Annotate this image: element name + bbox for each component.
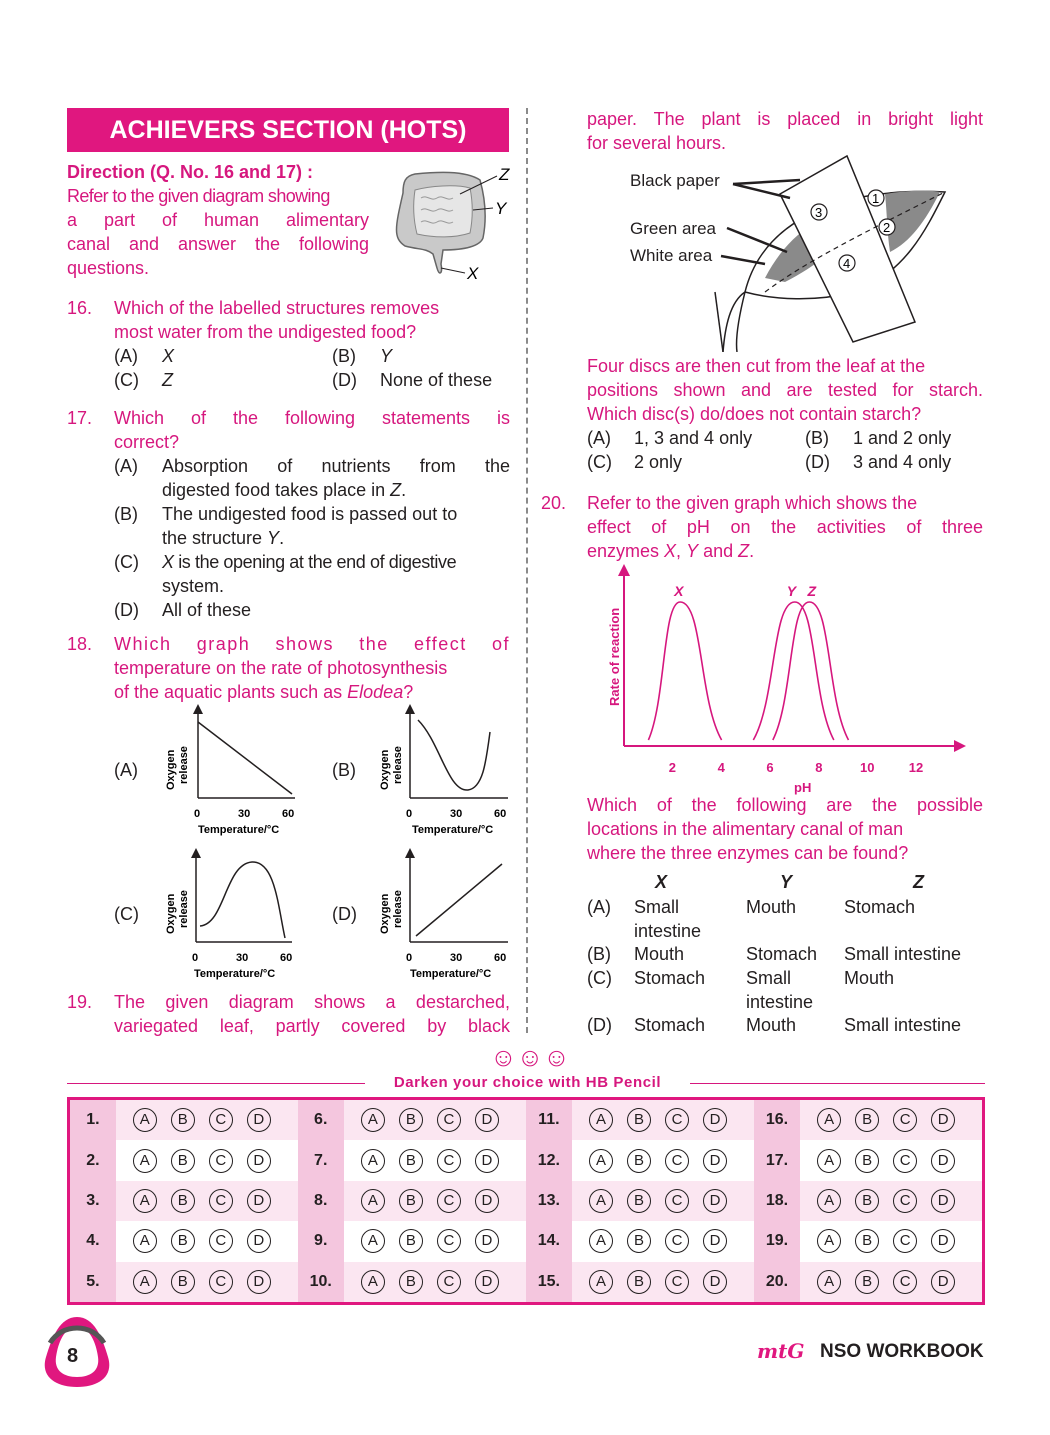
question-text: variegated leaf, partly covered by black (114, 1016, 510, 1036)
option-value: Stomach (844, 897, 916, 917)
answer-bubble-d[interactable]: D (703, 1270, 727, 1294)
question-text-part: , (676, 541, 687, 561)
question-text-part: . (749, 541, 755, 561)
bubble-group (572, 1181, 754, 1221)
answer-bubble-c[interactable]: C (893, 1149, 917, 1173)
tick: 0 (194, 808, 201, 820)
option-key: (C) (114, 370, 139, 390)
disc-1: 1 (872, 191, 880, 206)
disc-2: 2 (883, 220, 891, 235)
answer-bubble-d[interactable]: D (931, 1149, 955, 1173)
question-number-cell: 13. (526, 1181, 572, 1221)
answer-bubble-b[interactable]: B (399, 1270, 423, 1294)
question-number-cell: 4. (69, 1221, 116, 1261)
question-text: temperature on the rate of photosynthesis (114, 658, 448, 678)
answer-sheet (67, 1097, 985, 1305)
option-value: 2 only (634, 452, 683, 472)
rule-right (690, 1083, 985, 1084)
label-y: Y (495, 199, 507, 218)
answer-bubble-c[interactable]: C (209, 1189, 233, 1213)
option-key: (A) (114, 346, 138, 366)
option-value: 1 and 2 only (853, 428, 952, 448)
option-text: The undigested food is passed out to (162, 504, 458, 524)
option-value: Z (162, 370, 173, 390)
y-label: release (392, 890, 404, 928)
question-text: Which graph shows the effect of (114, 634, 510, 654)
answer-bubble-a[interactable]: A (817, 1229, 841, 1253)
bubble-group (572, 1140, 754, 1180)
question-number-cell: 11. (526, 1099, 572, 1141)
question-number: 18. (67, 634, 93, 654)
option-text: the structure Y. (162, 528, 285, 548)
question-number: 17. (67, 408, 93, 428)
option-key: (A) (114, 760, 138, 780)
bubble-group (800, 1099, 983, 1141)
answer-bubble-a[interactable]: A (133, 1270, 157, 1294)
question-text: positions shown and are tested for starch. (587, 380, 983, 400)
direction-line: a part of human alimentary (67, 210, 369, 230)
option-value: intestine (634, 921, 702, 941)
option-key: (D) (587, 1015, 612, 1035)
smiley-icons: ☺☺☺ (490, 1042, 570, 1072)
answer-bubble-a[interactable]: A (361, 1108, 385, 1132)
answer-bubble-d[interactable]: D (475, 1270, 499, 1294)
x-label: Temperature/°C (198, 824, 280, 836)
answer-bubble-a[interactable]: A (133, 1108, 157, 1132)
bubble-group (116, 1181, 298, 1221)
answer-bubble-b[interactable]: B (399, 1108, 423, 1132)
brand-logo: mtG (757, 1339, 805, 1363)
x-label: Temperature/°C (412, 824, 494, 836)
series-z-curve (773, 602, 849, 740)
answer-row (69, 1221, 984, 1261)
answer-bubble-a[interactable]: A (361, 1149, 385, 1173)
question-text: where the three enzymes can be found? (587, 843, 909, 863)
alimentary-canal-diagram (385, 158, 525, 288)
x-tick-label: 6 (766, 760, 774, 775)
answer-bubble-a[interactable]: A (589, 1189, 613, 1213)
question-number-cell: 12. (526, 1140, 572, 1180)
option-value: Stomach (634, 968, 706, 988)
option-key: (B) (332, 346, 356, 366)
option-key: (B) (114, 504, 138, 524)
answer-bubble-b[interactable]: B (627, 1189, 651, 1213)
answer-bubble-a[interactable]: A (589, 1270, 613, 1294)
option-text-part: is the opening at the end of digestive (173, 552, 457, 572)
bubble-group (344, 1099, 526, 1141)
tick: 60 (494, 952, 507, 964)
answer-bubble-c[interactable]: C (665, 1270, 689, 1294)
question-text: The given diagram shows a destarched, (114, 992, 510, 1012)
question-number-cell: 1. (69, 1099, 116, 1141)
series-x-curve (648, 602, 721, 740)
question-number-cell: 7. (298, 1140, 344, 1180)
y-label: release (178, 890, 190, 928)
bubble-group (344, 1181, 526, 1221)
question-text-part: ? (403, 682, 414, 702)
question-number-cell: 3. (69, 1181, 116, 1221)
question-text: effect of pH on the activities of three (587, 517, 983, 537)
question-text-part: Y (686, 541, 699, 561)
question-text: locations in the alimentary canal of man (587, 819, 904, 839)
answer-bubble-b[interactable]: B (399, 1149, 423, 1173)
answer-bubble-a[interactable]: A (133, 1189, 157, 1213)
answer-bubble-d[interactable]: D (475, 1189, 499, 1213)
answer-bubble-d[interactable]: D (247, 1189, 271, 1213)
option-text-part: Y (267, 528, 280, 548)
answer-bubble-b[interactable]: B (855, 1189, 879, 1213)
question-text: for several hours. (587, 133, 727, 153)
tick: 30 (450, 808, 463, 820)
answer-bubble-b[interactable]: B (171, 1108, 195, 1132)
answer-bubble-c[interactable]: C (437, 1229, 461, 1253)
question-number: 19. (67, 992, 93, 1012)
page-number: 8 (67, 1345, 79, 1367)
answer-bubble-b[interactable]: B (171, 1149, 195, 1173)
y-label: release (392, 746, 404, 784)
option-value: Small (634, 897, 680, 917)
answer-bubble-d[interactable]: D (703, 1189, 727, 1213)
bubble-group (116, 1262, 298, 1304)
answer-bubble-c[interactable]: C (893, 1108, 917, 1132)
tick: 30 (450, 952, 463, 964)
bubble-group (572, 1099, 754, 1141)
question-number-cell: 9. (298, 1221, 344, 1261)
answer-bubble-d[interactable]: D (931, 1108, 955, 1132)
answer-bubble-a[interactable]: A (361, 1189, 385, 1213)
tick: 0 (406, 952, 413, 964)
bubble-group (800, 1262, 983, 1304)
answer-bubble-c[interactable]: C (209, 1229, 233, 1253)
section-banner: ACHIEVERS SECTION (HOTS) (67, 108, 509, 152)
label-green-area: Green area (630, 219, 716, 238)
answer-bubble-c[interactable]: C (437, 1270, 461, 1294)
answer-bubble-d[interactable]: D (931, 1189, 955, 1213)
question-text: Which of the following statements is (114, 408, 510, 428)
question-text: Four discs are then cut from the leaf at the (587, 356, 926, 376)
bubble-group (344, 1140, 526, 1180)
label-white-area: White area (630, 246, 713, 265)
answer-bubble-d[interactable]: D (703, 1149, 727, 1173)
tick: 60 (494, 808, 507, 820)
answer-bubble-d[interactable]: D (247, 1149, 271, 1173)
question-number-cell: 2. (69, 1140, 116, 1180)
answer-bubble-d[interactable]: D (931, 1229, 955, 1253)
answer-bubble-c[interactable]: C (209, 1108, 233, 1132)
answer-bubble-c[interactable]: C (893, 1189, 917, 1213)
option-value: intestine (746, 992, 814, 1012)
option-value: Small (746, 968, 792, 988)
answer-bubble-b[interactable]: B (627, 1229, 651, 1253)
y-label: Oxygen (165, 893, 177, 934)
option-key: (B) (332, 760, 356, 780)
answer-bubble-b[interactable]: B (171, 1189, 195, 1213)
question-number: 16. (67, 298, 93, 318)
tick: 30 (238, 808, 251, 820)
direction-heading: Direction (Q. No. 16 and 17) : (67, 162, 314, 182)
question-text-part: enzymes (587, 541, 665, 561)
answer-bubble-a[interactable]: A (133, 1229, 157, 1253)
x-label: Temperature/°C (194, 968, 276, 980)
answer-row (69, 1140, 984, 1180)
answer-bubble-d[interactable]: D (475, 1229, 499, 1253)
question-text: Which disc(s) do/does not contain starch? (587, 404, 922, 424)
answer-bubble-d[interactable]: D (247, 1108, 271, 1132)
question-number: 20. (541, 493, 567, 513)
option-text (162, 550, 456, 574)
series-y-curve (753, 602, 834, 740)
option-text: Absorption of nutrients from the (162, 456, 510, 476)
graph-b (378, 702, 528, 840)
book-title: NSO WORKBOOK (820, 1341, 984, 1362)
option-key: (A) (587, 897, 611, 917)
bubble-group (572, 1221, 754, 1261)
label-z: Z (499, 165, 510, 184)
x-axis-label: pH (794, 780, 812, 795)
answer-bubble-b[interactable]: B (627, 1108, 651, 1132)
bubble-group (344, 1262, 526, 1304)
answer-bubble-a[interactable]: A (133, 1149, 157, 1173)
column-header-z: Z (913, 872, 924, 892)
option-key: (C) (114, 904, 139, 924)
bubble-group (800, 1140, 983, 1180)
tick: 60 (282, 808, 295, 820)
graph-c (160, 846, 310, 984)
answer-bubble-c[interactable]: C (665, 1189, 689, 1213)
graph-d (378, 846, 528, 984)
option-key: (C) (114, 552, 139, 572)
answer-row (69, 1181, 984, 1221)
option-key: (C) (587, 968, 612, 988)
option-text-part: Z (390, 480, 402, 500)
option-key: (D) (332, 370, 357, 390)
answer-bubble-c[interactable]: C (209, 1270, 233, 1294)
question-number-cell: 16. (754, 1099, 800, 1141)
direction-line: Refer to the given diagram showing (67, 186, 330, 206)
option-value: Mouth (746, 1015, 797, 1035)
option-value: Small intestine (844, 1015, 962, 1035)
series-label: Y (786, 583, 797, 599)
question-text: Which of the following are the possible (587, 795, 983, 815)
answer-row (69, 1099, 984, 1141)
answer-bubble-b[interactable]: B (855, 1270, 879, 1294)
option-text-part: the structure (162, 528, 268, 548)
trend-line (200, 862, 285, 938)
answer-bubble-d[interactable]: D (475, 1149, 499, 1173)
bubble-group (572, 1262, 754, 1304)
answer-bubble-c[interactable]: C (437, 1108, 461, 1132)
answer-bubble-a[interactable]: A (361, 1270, 385, 1294)
graph-a (160, 702, 310, 840)
column-header-x: X (655, 872, 668, 892)
question-number-cell: 6. (298, 1099, 344, 1141)
option-key: (C) (587, 452, 612, 472)
option-value: Mouth (746, 897, 797, 917)
answer-bubble-c[interactable]: C (893, 1229, 917, 1253)
page-badge (42, 1313, 112, 1389)
option-key: (D) (114, 600, 139, 620)
trend-line (416, 864, 502, 936)
question-text: correct? (114, 432, 180, 452)
option-key: (B) (587, 944, 611, 964)
option-value: Small intestine (844, 944, 962, 964)
answer-bubble-a[interactable]: A (361, 1229, 385, 1253)
tick: 0 (192, 952, 199, 964)
question-text: most water from the undigested food? (114, 322, 417, 342)
question-number-cell: 17. (754, 1140, 800, 1180)
answer-bubble-a[interactable]: A (589, 1108, 613, 1132)
option-text: All of these (162, 600, 252, 620)
question-text-part: Z (738, 541, 750, 561)
answer-bubble-c[interactable]: C (209, 1149, 233, 1173)
option-value: Stomach (634, 1015, 706, 1035)
ph-enzyme-chart (600, 560, 980, 800)
answer-bubble-b[interactable]: B (627, 1149, 651, 1173)
answer-bubble-c[interactable]: C (665, 1149, 689, 1173)
trend-line (418, 720, 490, 790)
answer-bubble-b[interactable]: B (855, 1108, 879, 1132)
rule-left (67, 1083, 365, 1084)
disc-3: 3 (815, 205, 823, 220)
question-text-part: of the aquatic plants such as (114, 682, 348, 702)
answer-bubble-b[interactable]: B (399, 1229, 423, 1253)
option-key: (A) (114, 456, 138, 476)
question-text-part: X (664, 541, 677, 561)
answer-sheet-caption: Darken your choice with HB Pencil (393, 1074, 662, 1091)
answer-bubble-b[interactable]: B (171, 1270, 195, 1294)
disc-4: 4 (843, 256, 851, 271)
answer-bubble-d[interactable]: D (703, 1229, 727, 1253)
trend-line (198, 722, 292, 794)
x-tick-label: 8 (815, 760, 823, 775)
tick: 0 (406, 808, 413, 820)
y-axis-label: Rate of reaction (607, 607, 622, 706)
bubble-group (344, 1221, 526, 1261)
y-label: Oxygen (379, 749, 391, 790)
y-label: release (178, 746, 190, 784)
x-tick-label: 12 (908, 760, 924, 775)
option-key: (A) (587, 428, 611, 448)
bubble-group (116, 1099, 298, 1141)
x-tick-label: 4 (717, 760, 725, 775)
option-value: None of these (380, 370, 493, 390)
option-value: Mouth (634, 944, 685, 964)
question-number-cell: 5. (69, 1262, 116, 1304)
answer-bubble-d[interactable]: D (247, 1229, 271, 1253)
option-value: 3 and 4 only (853, 452, 952, 472)
answer-bubble-a[interactable]: A (589, 1229, 613, 1253)
bubble-group (800, 1181, 983, 1221)
answer-bubble-a[interactable]: A (589, 1149, 613, 1173)
label-black-paper: Black paper (630, 171, 720, 190)
option-key: (B) (805, 428, 829, 448)
question-number-cell: 14. (526, 1221, 572, 1261)
option-text-part: digested food takes place in (162, 480, 391, 500)
option-key: (D) (332, 904, 357, 924)
option-value: Stomach (746, 944, 818, 964)
answer-bubble-c[interactable]: C (665, 1108, 689, 1132)
question-text: Refer to the given graph which shows the (587, 493, 918, 513)
answer-bubble-a[interactable]: A (817, 1270, 841, 1294)
question-text (114, 680, 413, 704)
answer-row (69, 1262, 984, 1304)
x-tick-label: 10 (860, 760, 875, 775)
y-label: Oxygen (165, 749, 177, 790)
question-text-part: and (698, 541, 739, 561)
option-value: Mouth (844, 968, 895, 988)
answer-bubble-b[interactable]: B (171, 1229, 195, 1253)
question-text: Which of the labelled structures removes (114, 298, 440, 318)
answer-bubble-a[interactable]: A (817, 1189, 841, 1213)
option-text: digested food takes place in Z. (162, 480, 407, 500)
answer-bubble-b[interactable]: B (399, 1189, 423, 1213)
series-label: X (674, 583, 684, 599)
x-label: Temperature/°C (410, 968, 492, 980)
answer-bubble-a[interactable]: A (817, 1149, 841, 1173)
answer-bubble-c[interactable]: C (665, 1229, 689, 1253)
answer-bubble-d[interactable]: D (703, 1108, 727, 1132)
answer-bubble-c[interactable]: C (893, 1270, 917, 1294)
answer-bubble-a[interactable]: A (817, 1108, 841, 1132)
x-tick-label: 2 (668, 760, 677, 775)
question-number-cell: 10. (298, 1262, 344, 1304)
option-value: 1, 3 and 4 only (634, 428, 753, 448)
option-text-part: X (162, 552, 174, 572)
question-text-part: Elodea (347, 682, 404, 702)
answer-bubble-d[interactable]: D (475, 1108, 499, 1132)
direction-line: questions. (67, 258, 150, 278)
answer-bubble-d[interactable]: D (247, 1270, 271, 1294)
option-value: Y (380, 346, 393, 366)
bubble-group (800, 1221, 983, 1261)
question-number-cell: 18. (754, 1181, 800, 1221)
column-header-y: Y (780, 872, 793, 892)
bubble-group (116, 1221, 298, 1261)
answer-bubble-b[interactable]: B (855, 1229, 879, 1253)
series-label: Z (807, 583, 817, 599)
bubble-group (116, 1140, 298, 1180)
option-value: X (162, 346, 175, 366)
question-number-cell: 20. (754, 1262, 800, 1304)
question-text: paper. The plant is placed in bright light (587, 109, 983, 129)
answer-bubble-d[interactable]: D (931, 1270, 955, 1294)
question-number-cell: 19. (754, 1221, 800, 1261)
answer-bubble-c[interactable]: C (437, 1149, 461, 1173)
direction-line: canal and answer the following (67, 234, 369, 254)
answer-bubble-c[interactable]: C (437, 1189, 461, 1213)
option-key: (D) (805, 452, 830, 472)
tick: 60 (280, 952, 293, 964)
option-text: system. (162, 576, 225, 596)
y-label: Oxygen (379, 893, 391, 934)
answer-bubble-b[interactable]: B (855, 1149, 879, 1173)
tick: 30 (236, 952, 249, 964)
answer-bubble-b[interactable]: B (627, 1270, 651, 1294)
label-x: X (467, 264, 479, 283)
question-number-cell: 8. (298, 1181, 344, 1221)
question-number-cell: 15. (526, 1262, 572, 1304)
